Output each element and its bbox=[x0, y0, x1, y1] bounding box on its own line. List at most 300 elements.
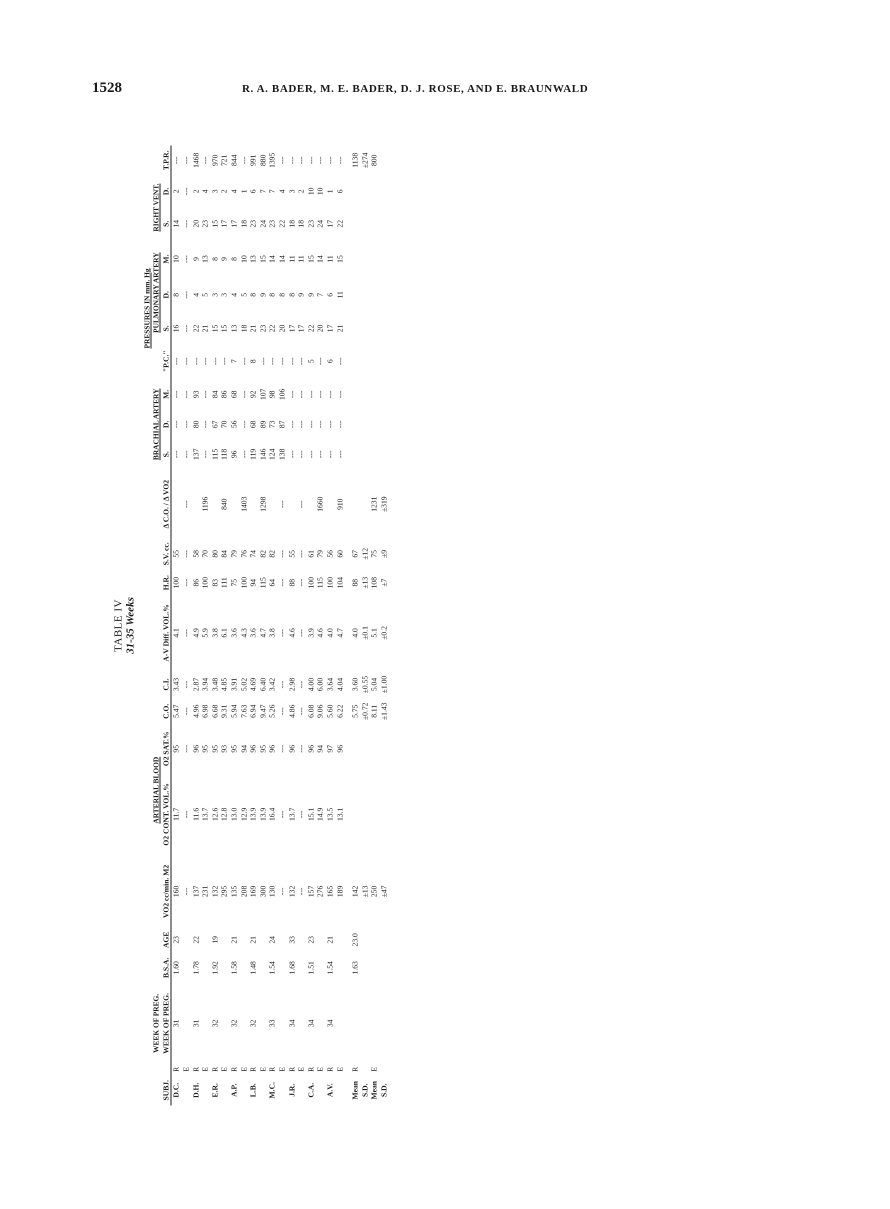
table-cell: --- bbox=[287, 390, 297, 399]
table-cell bbox=[379, 983, 389, 1064]
table-cell: 5 bbox=[306, 359, 316, 364]
table-cell bbox=[220, 983, 230, 1064]
table-cell: 8 bbox=[171, 292, 181, 297]
table-cell: 1468 bbox=[191, 152, 201, 168]
table-cell: --- bbox=[200, 450, 210, 459]
column-header: VO2 cc/min. M2 bbox=[161, 856, 171, 927]
table-cell bbox=[370, 953, 380, 984]
table-cell bbox=[360, 927, 370, 953]
table-cell: 4.0 bbox=[350, 628, 360, 638]
table-cell: 11 bbox=[296, 255, 306, 263]
table-cell: 3.48 bbox=[210, 677, 220, 692]
table-cell: 3 bbox=[219, 292, 229, 297]
table-cell: 60 bbox=[335, 550, 344, 558]
table-cell: --- bbox=[296, 680, 306, 689]
table-cell: 4.96 bbox=[191, 704, 201, 718]
table-cell: 1.68 bbox=[287, 961, 297, 975]
week-header: WEEK OF PREG. bbox=[151, 993, 161, 1053]
table-cell: ±0.2 bbox=[379, 626, 389, 640]
table-cell: 33 bbox=[287, 936, 297, 944]
column-header: H.R. bbox=[161, 571, 171, 595]
table-cell: 9.31 bbox=[219, 704, 229, 718]
table-cell: 6.40 bbox=[258, 677, 268, 692]
table-cell bbox=[258, 983, 268, 1064]
table-cell: 12.9 bbox=[239, 807, 249, 821]
table-cell: 21 bbox=[335, 324, 344, 333]
table-cell: 84 bbox=[210, 390, 220, 399]
table-cell: E bbox=[239, 1067, 249, 1072]
table-cell: 4 bbox=[277, 189, 287, 194]
table-cell: 106 bbox=[277, 388, 287, 401]
table-cell: 1196 bbox=[200, 496, 210, 512]
table-cell: 2.98 bbox=[287, 677, 297, 692]
table-cell: ±0.1 bbox=[360, 626, 370, 640]
table-cell: 21 bbox=[200, 324, 210, 333]
table-cell: 1.78 bbox=[191, 961, 201, 975]
table-cell bbox=[335, 953, 345, 984]
column-header: A-V Diff. VOL.% bbox=[161, 595, 171, 672]
table-cell: 9 bbox=[258, 292, 268, 297]
column-header: WEEK OF PREG. bbox=[161, 983, 171, 1064]
table-cell: 8 bbox=[267, 292, 277, 297]
column-header: M. bbox=[161, 377, 171, 411]
table-cell: --- bbox=[287, 420, 297, 429]
table-cell: 4.9 bbox=[191, 628, 201, 638]
table-cell: --- bbox=[296, 420, 306, 429]
table-cell: 70 bbox=[200, 550, 210, 558]
table-cell: 82 bbox=[267, 550, 277, 558]
table-cell: 89 bbox=[258, 420, 268, 429]
table-cell: 15 bbox=[210, 324, 220, 333]
table-cell: 3 bbox=[210, 292, 220, 297]
column-header: SUBJ. bbox=[161, 1075, 171, 1106]
column-header: D. bbox=[161, 411, 171, 437]
table-cell: 276 bbox=[315, 885, 325, 898]
table-cell: 15 bbox=[258, 255, 268, 263]
table-cell: --- bbox=[296, 745, 306, 753]
table-cell: 6.98 bbox=[200, 704, 210, 718]
column-header: C.I. bbox=[161, 671, 171, 698]
table-cell: ±1.43 bbox=[379, 702, 389, 720]
table-cell: --- bbox=[171, 420, 181, 429]
table-cell bbox=[360, 377, 370, 411]
table-cell: 24 bbox=[258, 220, 268, 228]
table-cell: 21 bbox=[229, 936, 239, 944]
table-cell: ±7 bbox=[379, 578, 389, 587]
table-cell: 87 bbox=[277, 420, 287, 429]
table-cell: 14 bbox=[171, 220, 181, 228]
table-cell: 18 bbox=[296, 220, 306, 228]
table-cell: 70 bbox=[219, 420, 229, 429]
table-cell: --- bbox=[200, 390, 210, 399]
table-cell: --- bbox=[181, 187, 191, 196]
table-cell: --- bbox=[296, 550, 306, 558]
column-header: S. bbox=[161, 208, 171, 240]
table-cell: R bbox=[191, 1066, 201, 1072]
column-header: C.O. bbox=[161, 698, 171, 725]
arterial-blood-header: ARTERIAL BLOOD bbox=[151, 756, 161, 824]
table-cell: 3.6 bbox=[229, 628, 239, 638]
table-cell: --- bbox=[181, 680, 191, 689]
table-cell: 100 bbox=[325, 577, 335, 589]
row-label: A.P. bbox=[229, 1083, 239, 1097]
row-label: M.C. bbox=[267, 1082, 277, 1099]
table-cell: 11 bbox=[287, 255, 297, 263]
table-cell: 22 bbox=[267, 324, 277, 333]
table-cell: --- bbox=[325, 450, 335, 459]
table-cell: 8 bbox=[277, 292, 287, 297]
table-cell bbox=[345, 240, 361, 278]
table-body bbox=[171, 146, 389, 1106]
table-cell bbox=[370, 725, 380, 773]
table-cell: --- bbox=[171, 357, 181, 366]
table-row bbox=[287, 146, 297, 1106]
table-row bbox=[191, 146, 201, 1106]
table-cell bbox=[360, 345, 370, 377]
table-cell: 146 bbox=[258, 448, 268, 461]
table-cell: 23 bbox=[200, 220, 210, 228]
table-cell: 96 bbox=[229, 450, 239, 459]
table-cell: 86 bbox=[219, 390, 229, 399]
column-header: O2 CONT. VOL.% bbox=[161, 773, 171, 856]
table-cell bbox=[220, 953, 230, 984]
table-cell bbox=[297, 953, 307, 984]
table-cell bbox=[360, 278, 370, 312]
table-cell: 84 bbox=[219, 550, 229, 558]
table-cell bbox=[277, 927, 287, 953]
table-cell: 88 bbox=[287, 578, 297, 587]
table-cell bbox=[360, 175, 370, 207]
table-cell: 4 bbox=[191, 292, 201, 297]
table-cell bbox=[277, 953, 287, 984]
table-cell: 9.06 bbox=[315, 704, 325, 718]
column-header: O2 SAT.% bbox=[161, 725, 171, 773]
table-cell: 56 bbox=[325, 550, 335, 558]
table-cell: 95 bbox=[229, 745, 239, 753]
table-cell: 880 bbox=[258, 154, 268, 167]
table-cell: 6.08 bbox=[306, 704, 316, 718]
table-cell: ±13 bbox=[360, 885, 370, 898]
table-cell: 5 bbox=[239, 292, 249, 297]
table-cell: 98 bbox=[267, 390, 277, 399]
row-label: S.D. bbox=[360, 1083, 370, 1098]
table-cell: --- bbox=[181, 357, 191, 366]
table-cell: R bbox=[267, 1066, 277, 1072]
table-cell: 13.0 bbox=[229, 807, 239, 821]
table-cell: 104 bbox=[335, 577, 344, 589]
table-cell: 250 bbox=[369, 885, 379, 898]
table-row bbox=[268, 146, 278, 1106]
table-cell: R bbox=[325, 1066, 335, 1072]
column-header bbox=[161, 1064, 171, 1075]
table-cell: --- bbox=[200, 357, 210, 366]
row-label bbox=[182, 1075, 192, 1106]
table-cell: 20 bbox=[191, 220, 201, 228]
table-cell bbox=[258, 953, 268, 984]
table-cell: 6.00 bbox=[315, 677, 325, 692]
table-cell: --- bbox=[335, 156, 344, 165]
table-cell bbox=[325, 471, 335, 537]
table-cell bbox=[182, 927, 192, 953]
stats-row bbox=[345, 146, 361, 1106]
table-cell: 5.94 bbox=[229, 704, 239, 718]
column-header: Δ C.O. / Δ VO2 bbox=[161, 471, 171, 537]
table-cell bbox=[316, 983, 326, 1064]
table-cell bbox=[379, 725, 389, 773]
column-header: D. bbox=[161, 278, 171, 312]
table-cell bbox=[249, 471, 259, 537]
table-cell: 4 bbox=[229, 189, 239, 194]
table-cell: 31 bbox=[171, 1019, 181, 1028]
table-cell: 1660 bbox=[315, 496, 325, 512]
table-cell bbox=[379, 208, 389, 240]
table-cell: --- bbox=[287, 357, 297, 366]
table-cell: --- bbox=[277, 156, 287, 165]
table-cell: 95 bbox=[210, 745, 220, 753]
table-cell: 17 bbox=[325, 220, 335, 228]
table-cell: ±47 bbox=[379, 885, 389, 898]
table-cell: 4.85 bbox=[219, 677, 229, 692]
table-cell: 1.48 bbox=[248, 961, 258, 975]
table-cell: 96 bbox=[306, 745, 316, 753]
table-cell: 2 bbox=[296, 189, 306, 194]
table-row bbox=[229, 146, 239, 1106]
table-cell bbox=[345, 983, 361, 1064]
table-cell: 32 bbox=[229, 1019, 239, 1028]
table-cell bbox=[345, 471, 361, 537]
table-cell: 17 bbox=[287, 324, 297, 333]
table-cell bbox=[370, 773, 380, 856]
table-row bbox=[258, 146, 268, 1106]
table-cell: --- bbox=[325, 156, 335, 165]
table-cell: 142 bbox=[350, 885, 360, 898]
table-cell: 96 bbox=[191, 745, 201, 753]
table-cell bbox=[171, 471, 181, 537]
table-cell: 295 bbox=[219, 885, 229, 898]
table-cell: 3.6 bbox=[248, 628, 258, 638]
table-cell: R bbox=[306, 1066, 316, 1072]
table-cell: 14 bbox=[315, 255, 325, 263]
table-cell: 840 bbox=[219, 498, 229, 510]
table-cell: --- bbox=[306, 390, 316, 399]
table-cell bbox=[345, 345, 361, 377]
table-cell: 15 bbox=[219, 324, 229, 333]
table-cell: 3.94 bbox=[200, 677, 210, 692]
table-cell: --- bbox=[315, 420, 325, 429]
table-cell: 6.68 bbox=[210, 704, 220, 718]
subgroup-header-row bbox=[152, 146, 161, 1106]
brachial-artery-header: BRACHIAL ARTERY bbox=[151, 388, 161, 461]
table-cell: --- bbox=[267, 357, 277, 366]
table-cell: 10 bbox=[315, 187, 325, 196]
table-cell bbox=[316, 953, 326, 984]
table-cell: --- bbox=[181, 324, 191, 333]
table-cell: 300 bbox=[258, 885, 268, 898]
table-cell: 160 bbox=[171, 885, 181, 898]
table-cell: 8 bbox=[210, 257, 220, 261]
table-cell: 4.6 bbox=[287, 628, 297, 638]
table-cell: 5.1 bbox=[369, 628, 379, 638]
table-cell bbox=[370, 345, 380, 377]
table-cell: 86 bbox=[191, 578, 201, 587]
table-row bbox=[325, 146, 335, 1106]
table-cell: 92 bbox=[248, 390, 258, 399]
table-cell: 6 bbox=[335, 189, 344, 194]
table-cell bbox=[360, 953, 370, 984]
table-cell: 13.7 bbox=[200, 807, 210, 821]
table-cell: 8.11 bbox=[369, 704, 379, 718]
table-cell: 58 bbox=[191, 550, 201, 558]
table-cell: 137 bbox=[191, 448, 201, 461]
row-label bbox=[220, 1075, 230, 1106]
table-cell: --- bbox=[335, 357, 344, 366]
table-cell: ±319 bbox=[379, 496, 389, 512]
table-cell: 3.8 bbox=[267, 628, 277, 638]
table-cell: 844 bbox=[229, 154, 239, 167]
table-cell: --- bbox=[239, 420, 249, 429]
table-cell bbox=[360, 208, 370, 240]
table-cell: --- bbox=[296, 500, 306, 508]
table-cell bbox=[360, 240, 370, 278]
table-cell: --- bbox=[239, 156, 249, 165]
table-cell bbox=[379, 1064, 389, 1075]
table-cell: --- bbox=[277, 357, 287, 366]
table-cell: 32 bbox=[248, 1019, 258, 1028]
table-cell: 8 bbox=[229, 257, 239, 261]
table-row bbox=[239, 146, 249, 1106]
table-cell: --- bbox=[296, 450, 306, 459]
table-cell: 22 bbox=[306, 324, 316, 333]
table-cell: R bbox=[350, 1066, 360, 1072]
table-cell: 111 bbox=[219, 577, 229, 589]
table-cell: 2 bbox=[219, 189, 229, 194]
table-cell: 94 bbox=[239, 745, 249, 753]
column-header: AGE bbox=[161, 927, 171, 953]
table-cell bbox=[220, 927, 230, 953]
column-header-row bbox=[161, 146, 171, 1106]
table-cell: 1.51 bbox=[306, 961, 316, 975]
table-cell: --- bbox=[287, 450, 297, 459]
row-label: D.C. bbox=[171, 1082, 181, 1098]
table-cell: 5.04 bbox=[369, 677, 379, 692]
table-cell: ±0.72 bbox=[360, 702, 370, 720]
table-cell: 16 bbox=[171, 324, 181, 333]
table-cell: 8 bbox=[248, 292, 258, 297]
table-cell: 95 bbox=[200, 745, 210, 753]
table-cell: 67 bbox=[210, 420, 220, 429]
table-cell: R bbox=[248, 1066, 258, 1072]
table-cell: 94 bbox=[248, 578, 258, 587]
table-cell: 55 bbox=[171, 550, 181, 558]
table-cell: 189 bbox=[335, 885, 344, 898]
table-cell: --- bbox=[181, 887, 191, 896]
table-cell: --- bbox=[181, 629, 191, 637]
table-cell bbox=[370, 240, 380, 278]
table-cell: 1 bbox=[325, 189, 335, 194]
table-cell: 68 bbox=[229, 390, 239, 399]
column-header: "P.C." bbox=[161, 345, 171, 377]
table-cell bbox=[370, 208, 380, 240]
table-row bbox=[220, 146, 230, 1106]
row-label: A.V. bbox=[325, 1083, 335, 1098]
row-label: E.R. bbox=[210, 1083, 220, 1098]
table-cell: 23 bbox=[306, 936, 316, 944]
row-label: L.B. bbox=[248, 1083, 258, 1098]
table-cell: 24 bbox=[315, 220, 325, 228]
table-cell: 34 bbox=[325, 1019, 335, 1028]
rotated-table bbox=[113, 146, 428, 1106]
table-cell: --- bbox=[200, 156, 210, 165]
table-cell: 3 bbox=[210, 189, 220, 194]
table-cell: 1231 bbox=[369, 496, 379, 512]
table-cell: 82 bbox=[258, 550, 268, 558]
table-cell bbox=[297, 983, 307, 1064]
table-cell bbox=[370, 312, 380, 346]
table-cell bbox=[379, 953, 389, 984]
table-cell bbox=[379, 312, 389, 346]
table-cell: 64 bbox=[267, 578, 277, 587]
table-cell bbox=[287, 471, 297, 537]
table-cell: 800 bbox=[369, 154, 379, 167]
table-cell: 23 bbox=[306, 220, 316, 228]
table-cell: 3.43 bbox=[171, 677, 181, 692]
table-cell: 96 bbox=[287, 745, 297, 753]
table-cell: 23 bbox=[258, 324, 268, 333]
table-cell: 4.04 bbox=[335, 677, 344, 692]
table-cell: --- bbox=[306, 420, 316, 429]
table-cell: --- bbox=[296, 357, 306, 366]
table-cell bbox=[379, 278, 389, 312]
table-cell: 17 bbox=[325, 324, 335, 333]
table-cell: R bbox=[287, 1066, 297, 1072]
table-cell: 169 bbox=[248, 885, 258, 898]
table-cell: 3.60 bbox=[350, 677, 360, 692]
table-cell: 13.9 bbox=[258, 807, 268, 821]
table-cell bbox=[210, 471, 220, 537]
table-cell: --- bbox=[335, 420, 344, 429]
table-cell: 132 bbox=[210, 885, 220, 898]
table-cell: ±0.55 bbox=[360, 675, 370, 694]
table-cell: --- bbox=[306, 156, 316, 165]
table-cell: 9 bbox=[191, 257, 201, 261]
table-subtitle: 31-35 Weeks bbox=[124, 597, 137, 654]
table-cell: 3 bbox=[287, 189, 297, 194]
table-row bbox=[171, 146, 181, 1106]
table-cell: 6.1 bbox=[219, 628, 229, 638]
table-cell: E bbox=[277, 1067, 287, 1072]
table-cell: 1395 bbox=[267, 152, 277, 168]
table-cell: 119 bbox=[248, 448, 258, 460]
table-cell: 21 bbox=[248, 936, 258, 944]
table-cell: --- bbox=[181, 550, 191, 558]
group-header-row bbox=[143, 146, 152, 1106]
table-cell: ±13 bbox=[360, 576, 370, 589]
table-cell: 93 bbox=[191, 390, 201, 399]
table-cell: 97 bbox=[325, 745, 335, 753]
row-label bbox=[258, 1075, 268, 1106]
table-cell: --- bbox=[296, 810, 306, 819]
table-cell: 11.6 bbox=[191, 807, 201, 821]
table-cell: 100 bbox=[200, 577, 210, 589]
table-cell: 4.3 bbox=[239, 628, 249, 638]
table-cell: 1.58 bbox=[229, 961, 239, 975]
table-cell: 1.54 bbox=[325, 961, 335, 975]
table-cell bbox=[370, 927, 380, 953]
table-cell bbox=[345, 411, 361, 437]
running-head: R. A. BADER, M. E. BADER, D. J. ROSE, AND E. BRAUNWALD bbox=[242, 83, 589, 95]
table-cell: 95 bbox=[171, 745, 181, 753]
table-cell: E bbox=[315, 1067, 325, 1072]
